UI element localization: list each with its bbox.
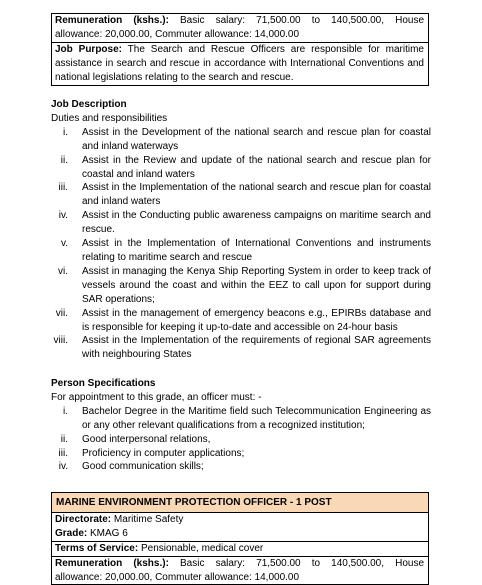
person-specs-intro: For appointment to this grade, an officer must: - bbox=[51, 391, 262, 403]
list-item-text: Assist in the Conducting public awareness campaigns on maritime search and rescue. bbox=[82, 210, 431, 236]
list-item-number: vi. bbox=[58, 265, 68, 277]
post-remuneration-row bbox=[52, 556, 428, 585]
grade-value: KMAG 6 bbox=[90, 527, 128, 539]
terms-label: Terms of Service: bbox=[55, 542, 139, 554]
list-item-number: ii. bbox=[60, 433, 68, 445]
list-item bbox=[51, 209, 431, 237]
duties-subheading: Duties and responsibilities bbox=[51, 112, 168, 124]
list-item-text: Good communication skills; bbox=[82, 461, 204, 473]
list-item-number: ii. bbox=[60, 154, 68, 166]
list-item bbox=[51, 334, 431, 362]
list-item-text: Assist in the Implementation of the requirements of regional SAR agreements with neighbouring States bbox=[82, 335, 431, 361]
list-item-text: Assist in the Implementation of the national search and rescue plan for coastal and inland waters bbox=[82, 182, 431, 208]
list-item bbox=[51, 237, 431, 265]
directorate-value: Maritime Safety bbox=[113, 513, 184, 525]
grade-label: Grade: bbox=[55, 527, 88, 539]
job-purpose-row bbox=[52, 42, 428, 85]
job-purpose-text: The Search and Rescue Officers are responsible for maritime assistance in search and rescue in accordance with International Conventions and national legislations relating to the search and rescue. bbox=[55, 43, 424, 83]
list-item-text: Assist in the Review and update of the national search and rescue plan for coastal and inland waters bbox=[82, 154, 431, 180]
directorate-label: Directorate: bbox=[55, 513, 112, 525]
person-specs-section bbox=[51, 377, 431, 474]
list-item-text: Assist in the Implementation of International Conventions and instruments relating to maritime search and rescue bbox=[82, 238, 431, 263]
grade-row bbox=[52, 527, 428, 541]
list-item-text: Bachelor Degree in the Maritime field such Telecommunication Engineering as or any other relevant qualifications from a recognized institution; bbox=[82, 405, 431, 431]
list-item-number: iii. bbox=[58, 182, 68, 194]
list-item-number: iii. bbox=[58, 447, 68, 459]
list-item-text: Assist in the management of emergency beacons e.g., EPIRBs database and is responsible for keeping it up-to-date and accessible on 24-hour basis bbox=[82, 307, 431, 333]
remuneration-row bbox=[52, 14, 428, 42]
list-item bbox=[51, 433, 431, 447]
list-item-number: vii. bbox=[55, 307, 68, 319]
list-item bbox=[51, 307, 431, 335]
list-item bbox=[51, 447, 431, 461]
list-item-text: Proficiency in computer applications; bbox=[82, 447, 245, 459]
remuneration-line2: allowance: 20,000.00, Commuter allowance: 14,000.00 bbox=[55, 28, 300, 40]
post-title: MARINE ENVIRONMENT PROTECTION OFFICER - 1 POST bbox=[52, 493, 428, 512]
list-item-text: Assist in managing the Kenya Ship Reporting System in order to keep track of vessels around the coast and within the EEZ to call upon for support during SAR operations; bbox=[82, 265, 431, 305]
list-item-number: viii. bbox=[53, 335, 68, 347]
post-info-box bbox=[51, 492, 429, 585]
list-item-number: v. bbox=[60, 238, 68, 250]
post-remuneration-line1: Basic salary: 71,500.00 to 140,500.00, House bbox=[180, 557, 425, 569]
terms-row bbox=[52, 541, 428, 556]
list-item bbox=[51, 154, 431, 182]
list-item-text: Assist in the Development of the national search and rescue plan for coastal and inland waterways bbox=[82, 126, 431, 152]
list-item-number: iv. bbox=[58, 461, 68, 473]
remuneration-label: Remuneration (kshs.): bbox=[55, 15, 169, 26]
top-info-box bbox=[51, 13, 429, 86]
person-specs-heading: Person Specifications bbox=[51, 378, 156, 389]
list-item-text: Good interpersonal relations, bbox=[82, 433, 211, 445]
specs-list bbox=[51, 405, 431, 475]
post-remuneration-line2: allowance: 20,000.00, Commuter allowance: 14,000.00 bbox=[55, 571, 300, 583]
post-remuneration-label: Remuneration (kshs.): bbox=[55, 557, 169, 569]
remuneration-line1: Basic salary: 71,500.00 to 140,500.00, House bbox=[180, 15, 425, 26]
list-item-number: i. bbox=[63, 126, 68, 138]
duties-list bbox=[51, 126, 431, 362]
list-item bbox=[51, 181, 431, 209]
job-description-section bbox=[51, 98, 431, 362]
job-description-heading: Job Description bbox=[51, 99, 127, 110]
list-item bbox=[51, 265, 431, 307]
list-item bbox=[51, 126, 431, 154]
terms-value: Pensionable, medical cover bbox=[140, 542, 264, 554]
list-item-number: iv. bbox=[58, 210, 68, 222]
job-purpose-label: Job Purpose: bbox=[55, 43, 122, 55]
list-item bbox=[51, 460, 431, 474]
directorate-row bbox=[52, 512, 428, 527]
list-item-number: i. bbox=[63, 405, 68, 417]
list-item bbox=[51, 405, 431, 433]
